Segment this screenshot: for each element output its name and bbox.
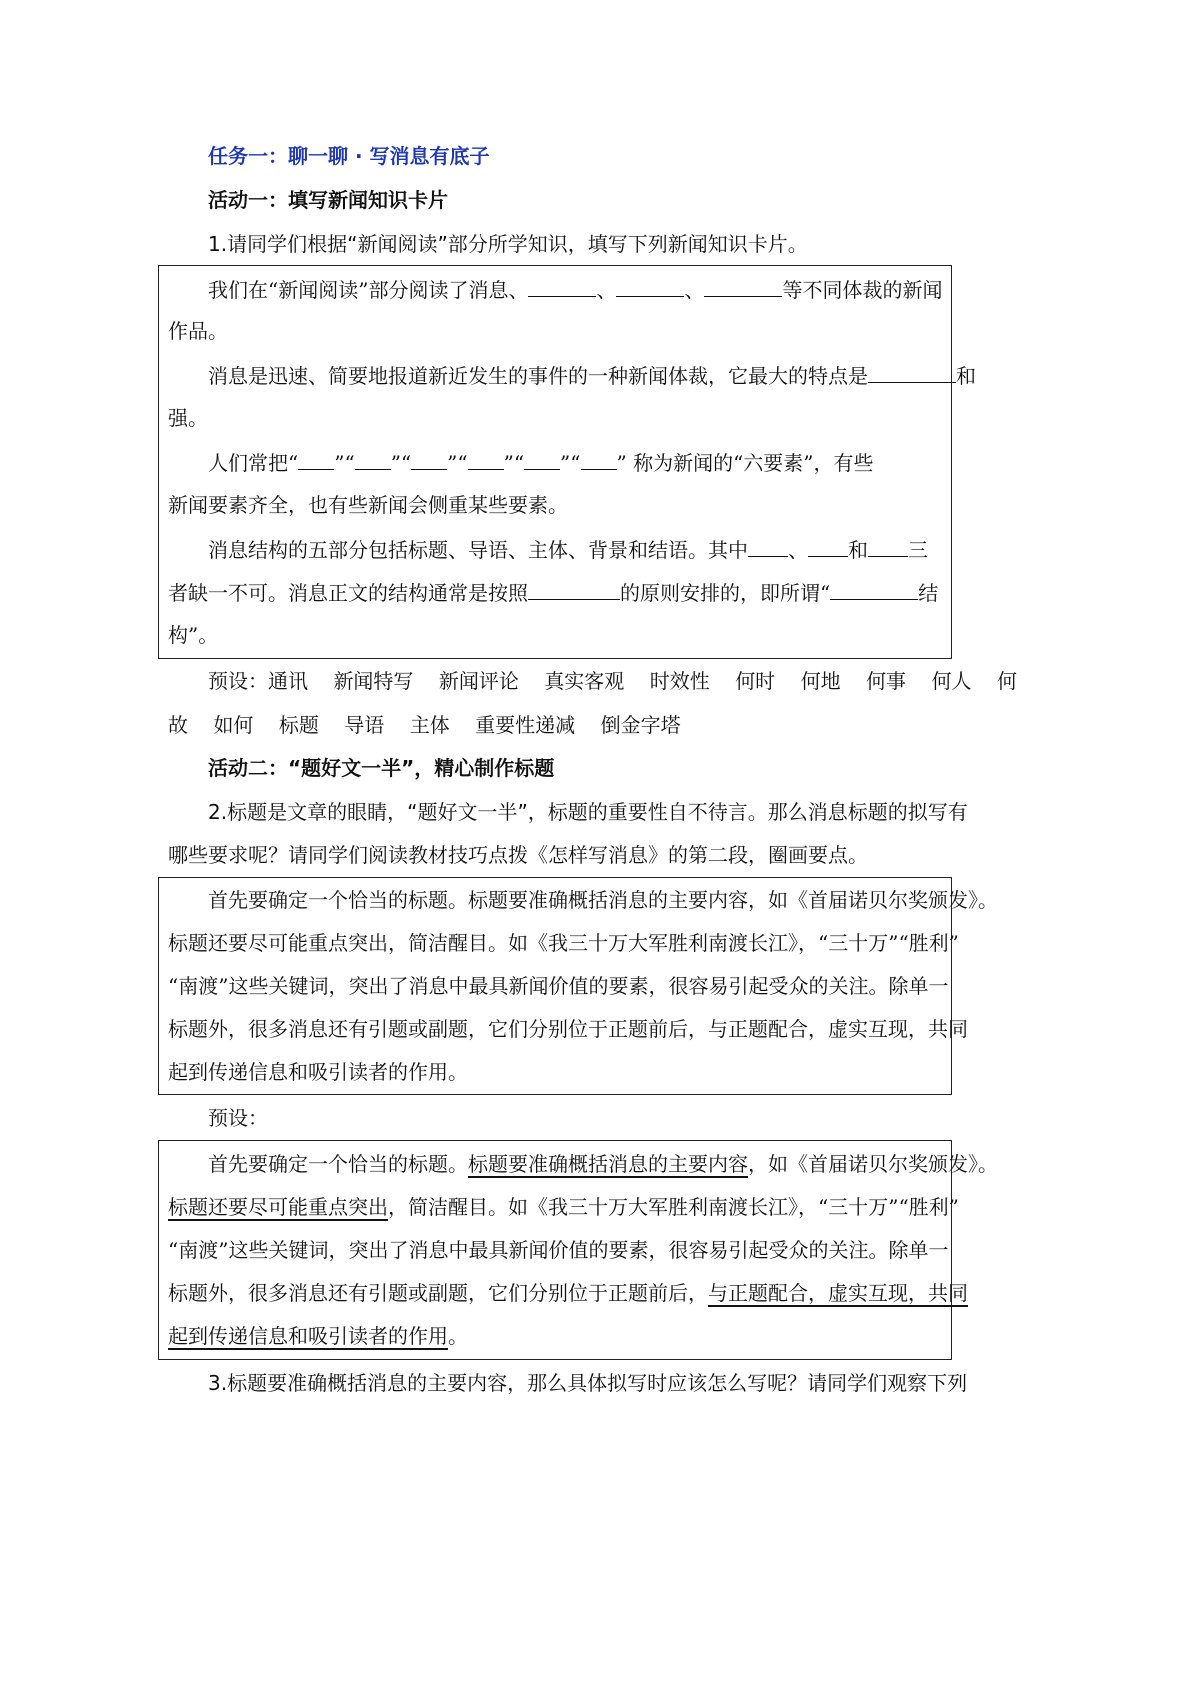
blank-field[interactable] bbox=[355, 447, 391, 470]
blank-field[interactable] bbox=[748, 534, 788, 557]
blank-field[interactable] bbox=[808, 534, 848, 557]
blank-field[interactable] bbox=[704, 274, 782, 297]
underlined-key-point: 与正题配合，虚实互现，共同 bbox=[708, 1281, 968, 1305]
preset-answers-line-1: 预设：通讯 新闻特写 新闻评论 真实客观 时效性 何时 何地 何事 何人 何 bbox=[208, 669, 1017, 693]
blank-field[interactable] bbox=[411, 447, 447, 470]
card-line-2: 作品。 bbox=[168, 319, 228, 343]
blank-field[interactable] bbox=[616, 274, 684, 297]
blank-field[interactable] bbox=[468, 447, 504, 470]
preset-label: 预设： bbox=[208, 1106, 268, 1130]
passage-line-4: 标题外，很多消息还有引题或副题，它们分别位于正题前后，与正题配合，虚实互现，共同 bbox=[168, 1017, 968, 1041]
question-3: 3.标题要准确概括消息的主要内容，那么具体拟写时应该怎么写呢？请同学们观察下列 bbox=[208, 1371, 968, 1395]
question-2-line-1: 2.标题是文章的眼睛，“题好文一半”，标题的重要性自不待言。那么消息标题的拟写有 bbox=[208, 800, 968, 824]
card-line-6: 新闻要素齐全，也有些新闻会侧重某些要素。 bbox=[168, 493, 568, 517]
question-1: 1.请同学们根据“新闻阅读”部分所学知识，填写下列新闻知识卡片。 bbox=[208, 232, 808, 256]
blank-field[interactable] bbox=[868, 534, 908, 557]
card-line-8: 者缺一不可。消息正文的结构通常是按照 的原则安排的，即所谓“ 结 bbox=[168, 577, 938, 608]
underlined-key-point: 起到传递信息和吸引读者的作用 bbox=[168, 1324, 448, 1348]
blank-field[interactable] bbox=[528, 274, 596, 297]
card-line-9: 构”。 bbox=[168, 623, 219, 647]
card-line-1: 我们在“新闻阅读”部分阅读了消息、 、 、 等不同体裁的新闻 bbox=[208, 274, 942, 305]
blank-field[interactable] bbox=[298, 447, 334, 470]
annotated-line-3: “南渡”这些关键词，突出了消息中最具新闻价值的要素，很容易引起受众的关注。除单一 bbox=[168, 1238, 949, 1262]
passage-line-2: 标题还要尽可能重点突出，简洁醒目。如《我三十万大军胜利南渡长江》，“三十万”“胜利” bbox=[168, 931, 959, 955]
passage-line-3: “南渡”这些关键词，突出了消息中最具新闻价值的要素，很容易引起受众的关注。除单一 bbox=[168, 974, 949, 998]
card-line-5: 人们常把“ ”“ ”“ ”“ ”“ ”“ ” 称为新闻的“六要素”，有些 bbox=[208, 447, 874, 478]
preset-answers-line-2: 故 如何 标题 导语 主体 重要性递减 倒金字塔 bbox=[168, 713, 681, 737]
annotated-line-1: 首先要确定一个恰当的标题。标题要准确概括消息的主要内容，如《首届诺贝尔奖颁发》。 bbox=[208, 1152, 998, 1176]
card-line-3: 消息是迅速、简要地报道新近发生的事件的一种新闻体裁，它最大的特点是 和 bbox=[208, 360, 976, 391]
underlined-key-point: 标题要准确概括消息的主要内容 bbox=[468, 1152, 748, 1176]
card-line-4: 强。 bbox=[168, 406, 208, 430]
passage-line-1: 首先要确定一个恰当的标题。标题要准确概括消息的主要内容，如《首届诺贝尔奖颁发》。 bbox=[208, 888, 998, 912]
card-line-7: 消息结构的五部分包括标题、导语、主体、背景和结语。其中 、 和 三 bbox=[208, 534, 928, 565]
blank-field[interactable] bbox=[524, 447, 560, 470]
question-2-line-2: 哪些要求呢？请同学们阅读教材技巧点拨《怎样写消息》的第二段，圈画要点。 bbox=[168, 843, 868, 867]
annotated-line-4: 标题外，很多消息还有引题或副题，它们分别位于正题前后，与正题配合，虚实互现，共同 bbox=[168, 1281, 968, 1305]
task-heading: 任务一：聊一聊 · 写消息有底子 bbox=[208, 144, 490, 168]
underlined-key-point: 标题还要尽可能重点突出 bbox=[168, 1195, 388, 1219]
annotated-line-5: 起到传递信息和吸引读者的作用。 bbox=[168, 1324, 468, 1348]
activity-2-heading: 活动二：“题好文一半”，精心制作标题 bbox=[208, 756, 555, 780]
activity-heading: 活动一：填写新闻知识卡片 bbox=[208, 188, 448, 212]
blank-field[interactable] bbox=[868, 360, 956, 383]
passage-line-5: 起到传递信息和吸引读者的作用。 bbox=[168, 1060, 468, 1084]
annotated-line-2: 标题还要尽可能重点突出，简洁醒目。如《我三十万大军胜利南渡长江》，“三十万”“胜利” bbox=[168, 1195, 959, 1219]
blank-field[interactable] bbox=[581, 447, 617, 470]
blank-field[interactable] bbox=[528, 577, 620, 600]
blank-field[interactable] bbox=[830, 577, 918, 600]
